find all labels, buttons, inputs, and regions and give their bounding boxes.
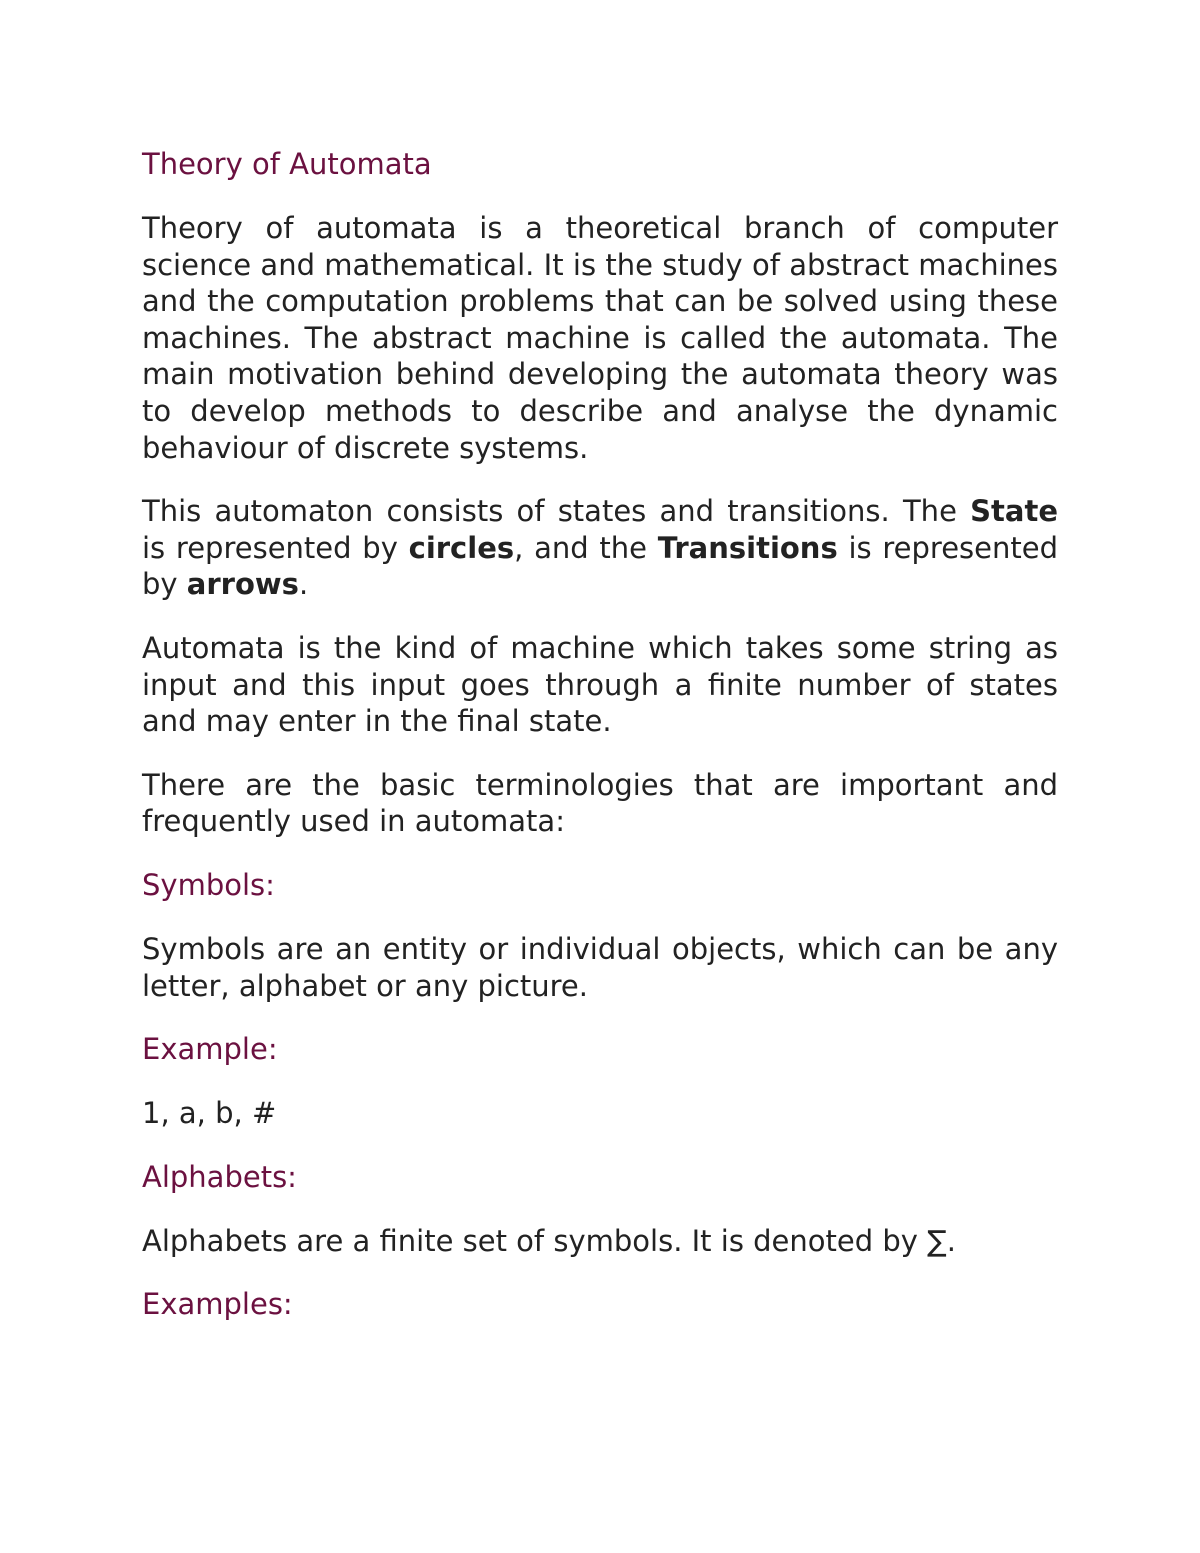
circles-term: circles — [408, 530, 515, 565]
arrows-term: arrows — [186, 567, 299, 602]
examples-heading: Examples: — [142, 1287, 293, 1322]
document-title: Theory of Automata — [142, 147, 432, 181]
symbols-heading: Symbols: — [142, 867, 275, 902]
terminology-paragraph: There are the basic terminologies that are important and frequently used in automata: — [142, 767, 1058, 839]
symbols-paragraph: Symbols are an entity or individual objects, which can be any letter, alphabet or any picture. — [142, 931, 1058, 1003]
alphabets-paragraph: Alphabets are a finite set of symbols. It is denoted by ∑. — [142, 1223, 956, 1258]
state-term: State — [970, 494, 1058, 529]
intro-paragraph: Theory of automata is a theoretical branch of computer science and mathematical. It is the study of abstract machines and the computation problems that can be solved using these machines. The abstract machine is called the automata. The main motivation behind developing the automata theory was to develop methods to describe and analyse the dynamic behaviour of discrete systems. — [142, 211, 1058, 465]
automata-paragraph: Automata is the kind of machine which takes some string as input and this input goes through a finite number of states and may enter in the final state. — [142, 630, 1058, 739]
states-text-5: . — [298, 567, 309, 602]
example-paragraph: 1, a, b, # — [142, 1096, 277, 1131]
states-text-2: is represented by — [142, 530, 409, 565]
transitions-term: Transitions — [657, 530, 838, 565]
document-page — [142, 146, 1058, 1350]
states-text-4: is represented by — [142, 530, 1059, 602]
states-text-3: , and the — [514, 530, 658, 565]
states-text-1: This automaton consists of states and transitions. The — [142, 494, 971, 529]
example-heading: Example: — [142, 1032, 278, 1067]
states-paragraph — [142, 493, 1058, 603]
alphabets-heading: Alphabets: — [142, 1159, 297, 1194]
